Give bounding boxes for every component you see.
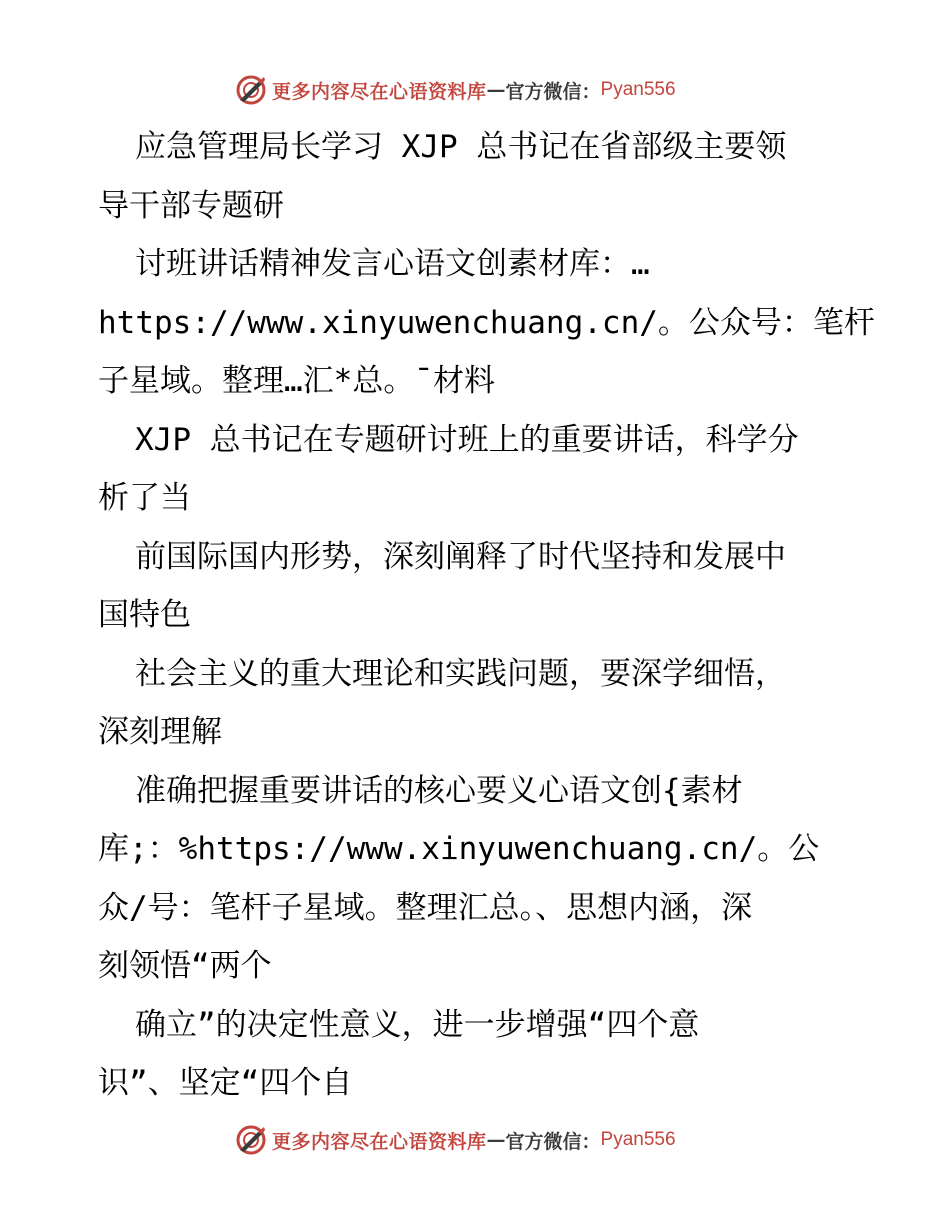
body-line: 库;：%https://www.xinyuwenchuang.cn/。公	[98, 831, 820, 867]
body-line: 众/号：笔杆子星域。整理汇总。、思想内涵，深	[98, 889, 753, 926]
body-line: XJP 总书记在专题研讨班上的重要讲话，科学分	[135, 421, 799, 458]
brand-logo-icon	[234, 1123, 268, 1157]
body-line: 子星域。整理…汇*总。¯材料	[98, 363, 495, 399]
header-wechat-id: Pyan556	[600, 79, 676, 100]
footer-wechat-id: Pyan556	[600, 1129, 676, 1150]
document-body	[98, 118, 875, 1113]
body-line: 确立”的决定性意义，进一步增强“四个意	[135, 1006, 700, 1043]
body-line: 导干部专题研	[98, 187, 284, 224]
footer-slogan: 更多内容尽在心语资料库	[272, 1130, 487, 1153]
body-line: 应急管理局长学习 XJP 总书记在省部级主要领	[135, 129, 787, 165]
body-line: 深刻理解	[98, 714, 222, 750]
footer-dash: —	[486, 1129, 506, 1151]
header-official-label: 官方微信：	[505, 80, 601, 103]
body-line: 社会主义的重大理论和实践问题，要深学细悟，	[135, 655, 786, 692]
body-line: 讨班讲话精神发言心语文创素材库：…	[135, 246, 650, 282]
body-line: 国特色	[98, 597, 191, 633]
header-slogan: 更多内容尽在心语资料库	[272, 80, 487, 103]
body-line: 准确把握重要讲话的核心要义心语文创{素材	[135, 772, 743, 809]
body-line: 前国际国内形势，深刻阐释了时代坚持和发展中	[135, 538, 786, 575]
header-dash: —	[486, 79, 506, 101]
header-banner	[234, 70, 676, 110]
footer-official-label: 官方微信：	[505, 1130, 601, 1153]
body-line: 析了当	[98, 480, 191, 516]
body-line: 识”、坚定“四个自	[98, 1065, 353, 1101]
footer-banner	[234, 1120, 676, 1160]
brand-logo-icon	[234, 73, 268, 107]
body-line: https://www.xinyuwenchuang.cn/。公众号：笔杆	[98, 304, 875, 341]
body-line: 刻领悟“两个	[98, 948, 272, 984]
